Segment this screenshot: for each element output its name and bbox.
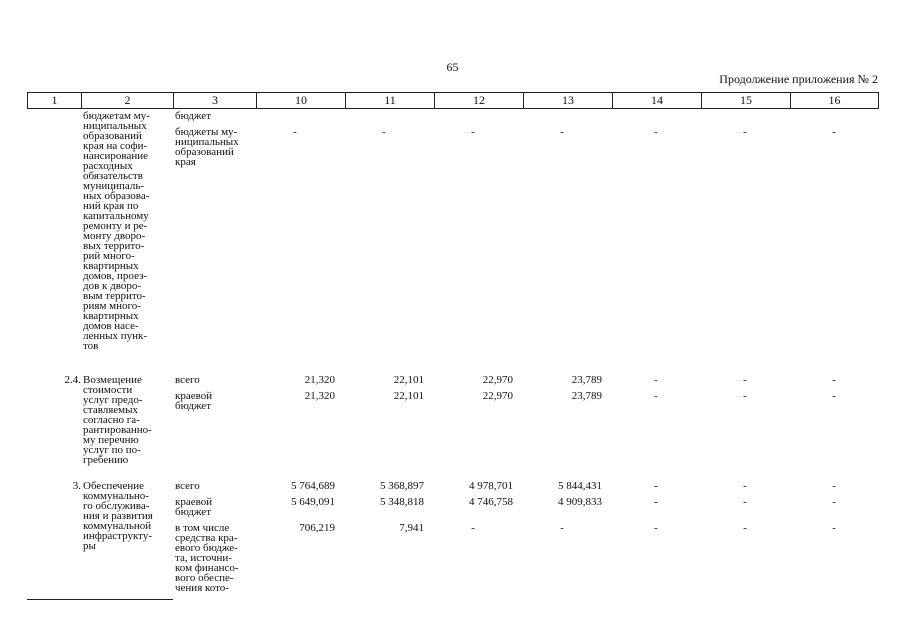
line-label: краевой бюджет [175, 496, 213, 518]
header-cell-2: 2 [82, 93, 174, 109]
cell-col13: - [560, 522, 564, 534]
cell-col13: 23,789 [571, 374, 602, 386]
cell-col10: 5 764,689 [291, 480, 335, 492]
cell-col12: - [471, 522, 475, 534]
line-label: в том числе средства кра- евого бюдже- та, источни- ком финансо- вого обеспе- чения кото- [175, 522, 239, 594]
cell-col11: 5 368,897 [380, 480, 424, 492]
cell-col14: - [654, 390, 658, 402]
page-number: 65 [446, 60, 459, 74]
cell-col10: - [293, 126, 297, 138]
cell-col15: - [743, 374, 747, 386]
line-label: бюджеты му- ниципальных образований края [175, 126, 239, 168]
cell-col10: 21,320 [304, 390, 335, 402]
cell-col14: - [654, 126, 658, 138]
cell-col15: - [743, 522, 747, 534]
cell-col12: 4 746,758 [469, 496, 513, 508]
cell-col15: - [743, 496, 747, 508]
cell-col13: 23,789 [571, 390, 602, 402]
cell-col13: - [560, 126, 564, 138]
cell-col16: - [832, 126, 836, 138]
row-number: 2.4. [64, 374, 81, 386]
cell-col10: 5 649,091 [291, 496, 335, 508]
cell-col11: 5 348,818 [380, 496, 424, 508]
cell-col12: 22,970 [482, 374, 513, 386]
cell-col10: 21,320 [304, 374, 335, 386]
column-header-table [27, 92, 879, 109]
header-row [28, 93, 879, 109]
cell-col15: - [743, 390, 747, 402]
cell-col16: - [832, 496, 836, 508]
header-cell-1: 1 [28, 93, 82, 109]
continuation-caption: Продолжение приложения № 2 [719, 72, 878, 86]
line-label: всего [175, 374, 200, 386]
cell-col12: 4 978,701 [469, 480, 513, 492]
footnote-separator [27, 599, 173, 600]
header-cell-3: 3 [174, 93, 257, 109]
cell-col14: - [654, 522, 658, 534]
cell-col14: - [654, 480, 658, 492]
row-name: Возмещение стоимости услуг предо- ставляемых согласно га- рантированно- му перечню услуг по по- гребению [83, 374, 152, 466]
cell-col16: - [832, 480, 836, 492]
cell-col11: - [382, 126, 386, 138]
row-number: 3. [72, 480, 81, 492]
cell-col12: 22,970 [482, 390, 513, 402]
row-name: Обеспечение коммунально- го обслужива- ния и развития коммунальной инфраструкту- ры [83, 480, 153, 552]
row-top-label: бюджет [175, 110, 211, 122]
header-cell-16: 16 [791, 93, 879, 109]
row-name: бюджетам му- ниципальных образований края на софи- нансирование расходных обязательств муниципаль- ных образова- ний края по капитальному ремонту и ре- монту дворо- вых террито- рий много- квартирных домов, проез- дов к дворо- вым террито- риям много- квартирных домов насе- ленных пунк- тов [83, 110, 150, 352]
line-label: всего [175, 480, 200, 492]
cell-col16: - [832, 374, 836, 386]
cell-col11: 22,101 [393, 374, 424, 386]
header-cell-10: 10 [257, 93, 346, 109]
cell-col16: - [832, 390, 836, 402]
header-cell-12: 12 [435, 93, 524, 109]
line-label: краевой бюджет [175, 390, 213, 412]
cell-col12: - [471, 126, 475, 138]
header-cell-14: 14 [613, 93, 702, 109]
cell-col15: - [743, 126, 747, 138]
header-cell-11: 11 [346, 93, 435, 109]
cell-col16: - [832, 522, 836, 534]
cell-col11: 22,101 [393, 390, 424, 402]
header-cell-15: 15 [702, 93, 791, 109]
cell-col14: - [654, 374, 658, 386]
cell-col11: 7,941 [399, 522, 424, 534]
cell-col15: - [743, 480, 747, 492]
cell-col14: - [654, 496, 658, 508]
header-cell-13: 13 [524, 93, 613, 109]
cell-col13: 4 909,833 [558, 496, 602, 508]
cell-col10: 706,219 [299, 522, 335, 534]
cell-col13: 5 844,431 [558, 480, 602, 492]
